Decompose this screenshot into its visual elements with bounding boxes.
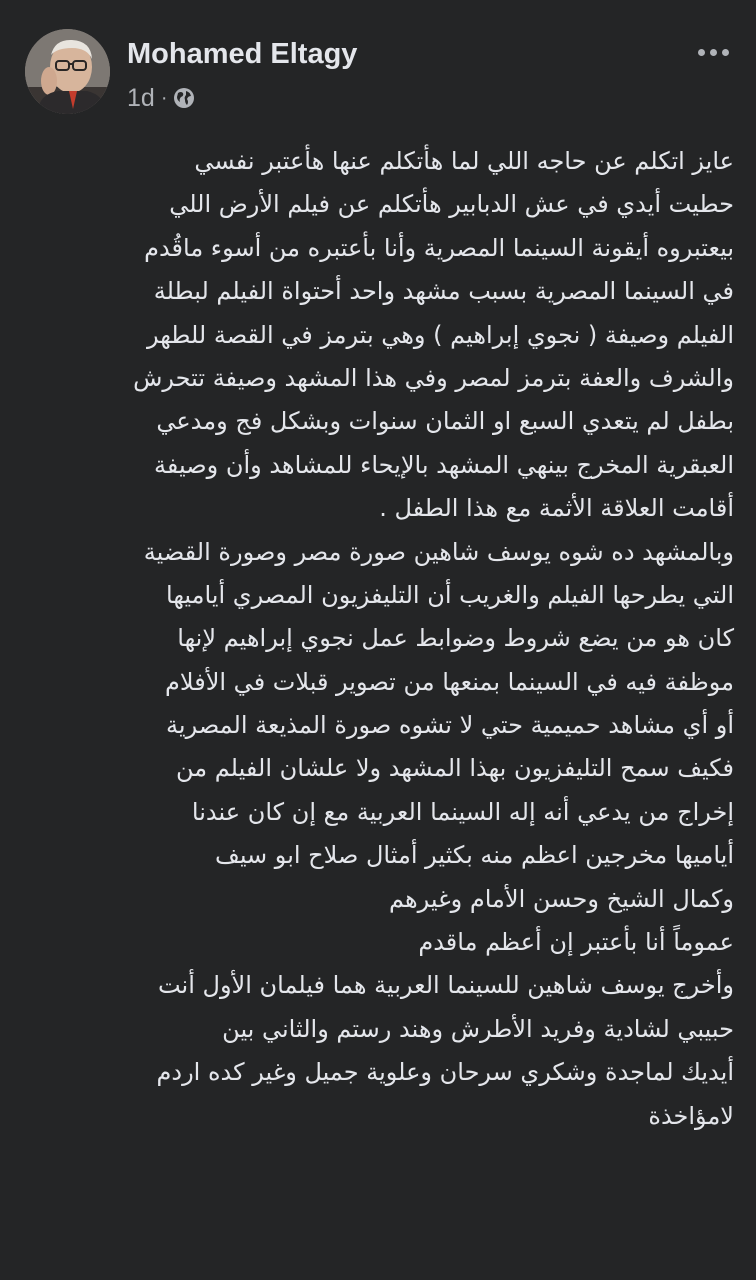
more-dot [710, 49, 717, 56]
author-name[interactable]: Mohamed Eltagy [127, 38, 358, 70]
more-dot [698, 49, 705, 56]
post-text-line: أياميها مخرجين اعظم منه بكثير أمثال صلاح ابو سيف [214, 841, 734, 870]
post-text-line: حطيت أيدي في عش الدبابير هأتكلم عن فيلم الأرض اللي [169, 190, 734, 219]
post-text-line: التي يطرحها الفيلم والغريب أن التليفزيون المصري أياميها [166, 580, 734, 609]
post-text-line: وكمال الشيخ وحسن الأمام وغيرهم [388, 884, 734, 913]
post-text-line: موظفة فيه في السينما بمنعها من تصوير قبلات في الأفلام [165, 667, 734, 696]
post-text-line: وبالمشهد ده شوه يوسف شاهين صورة مصر وصورة القضية [143, 537, 734, 566]
globe-icon[interactable] [173, 87, 195, 109]
post-text-line: الفيلم وصيفة ( نجوي إبراهيم ) وهي بترمز في القصة للطهر [146, 320, 734, 349]
post-text-line: فكيف سمح التليفزيون بهذا المشهد ولا علشان الفيلم من [175, 754, 734, 783]
author-avatar[interactable] [25, 29, 110, 114]
post-text-line: حبيبي لشادية وفريد الأطرش وهند رستم والثاني بين [222, 1014, 734, 1043]
post-text-line: عايز اتكلم عن حاجه اللي لما هأتكلم عنها هأعتبر نفسي [194, 147, 734, 175]
post-text-line: عموماً أنا بأعتبر إن أعظم ماقدم [418, 928, 734, 957]
post-text-line: بيعتبروه أيقونة السينما المصرية وأنا بأعتبره من أسوء ماقُدم [144, 233, 734, 262]
post-text-line: إخراج من يدعي أنه إله السينما العربية مع إن كان عندنا [191, 797, 734, 826]
post-text-line: أيديك لماجدة وشكري سرحان وعلوية جميل وغير كده اردم [156, 1058, 734, 1087]
post-text-line: أو أي مشاهد حميمية حتي لا تشوه صورة المذيعة المصرية [166, 711, 734, 740]
post-text-line: لامؤاخذة [648, 1101, 734, 1130]
post-text-line: والشرف والعفة بترمز لمصر وفي هذا المشهد وصيفة تتحرش [133, 363, 734, 392]
post-text-line: كان هو من يضع شروط وضوابط عمل نجوي إبراهيم لإنها [177, 624, 734, 653]
post-body [28, 140, 734, 1138]
meta-separator: · [160, 87, 168, 109]
more-dot [722, 49, 729, 56]
post-text-line: العبقرية المخرج بينهي المشهد بالإيحاء للمشاهد وأن وصيفة [153, 450, 734, 479]
post-text-line: في السينما المصرية بسبب مشهد واحد أحتواة الفيلم لبطلة [153, 277, 734, 306]
post-text-line: وأخرج يوسف شاهين للسينما العربية هما فيلمان الأول أنت [157, 971, 734, 1000]
post-text-line: بطفل لم يتعدي السبع او الثمان سنوات وبشكل فج ومدعي [156, 407, 734, 436]
post-header [0, 0, 756, 130]
post-meta [127, 84, 195, 112]
more-options-icon[interactable] [690, 40, 736, 64]
post-timestamp[interactable]: 1d [127, 83, 155, 112]
post-text-line: أقامت العلاقة الأثمة مع هذا الطفل . [379, 494, 734, 523]
